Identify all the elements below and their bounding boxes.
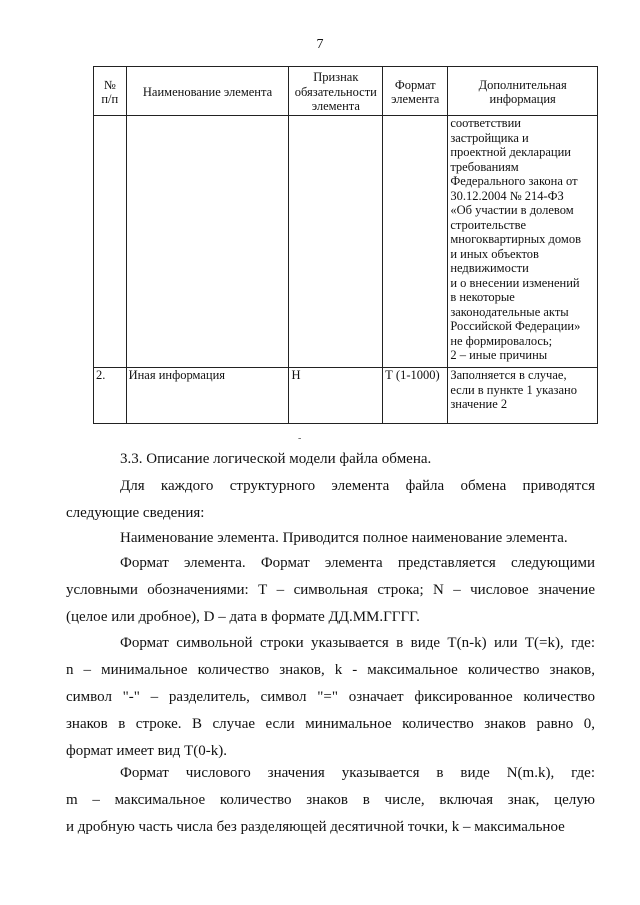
info-text-line: и о внесении изменений (450, 275, 580, 290)
section-title: 3.3. Описание логической модели файла обмена. (120, 451, 432, 467)
paragraph-2 (93, 525, 595, 552)
paragraph-line: символ "-" – разделитель, символ "=" означает фиксированное количество (66, 689, 595, 705)
cell-element-name: Иная информация (126, 368, 289, 424)
header-text-line: № (103, 77, 116, 92)
cell-number: 2. (94, 368, 127, 424)
info-text-line: в некоторые (450, 290, 515, 304)
paragraph-line: Наименование элемента. Приводится полное наименование элемента. (120, 530, 568, 546)
header-text-line: элемента (311, 99, 360, 114)
info-text-line: «Об участии в долевом (450, 203, 574, 217)
header-number (94, 67, 127, 116)
info-text-line: Заполняется в случае, (450, 368, 567, 382)
cell-empty (126, 116, 289, 368)
paragraph-line: (целое или дробное), D – дата в формате ДД.ММ.ГГГГ. (66, 609, 420, 625)
info-text-line: требованиям (450, 159, 519, 174)
cell-format: Т (1-1000) (383, 368, 448, 424)
info-text-line: недвижимости (450, 261, 529, 275)
paragraph-line: m – максимальное количество знаков в числе, включая знак, целую (66, 792, 595, 808)
info-text-line: 30.12.2004 № 214-ФЗ (450, 188, 564, 203)
header-text-line: элемента (391, 92, 440, 106)
header-text-line: Дополнительная (478, 77, 567, 92)
info-text-line: многоквартирных домов (450, 232, 581, 246)
info-text-line: Российской Федерации» (450, 319, 581, 333)
page-number: 7 (316, 37, 324, 52)
paragraph-line: знаков в строке. В случае если минимальное количество знаков равно 0, (66, 716, 595, 732)
header-element-name (126, 67, 289, 116)
cell-empty (289, 116, 383, 368)
paragraph-line: Для каждого структурного элемента файла обмена приводятся (120, 478, 595, 494)
cell-empty (94, 116, 127, 368)
header-text-line: Формат (394, 77, 436, 92)
info-text-line: проектной декларации (450, 145, 571, 159)
info-text-line: значение 2 (450, 397, 508, 411)
info-text-line: Федерального закона от (450, 174, 578, 188)
info-text-line: строительстве (450, 217, 527, 232)
cell-empty (383, 116, 448, 368)
paragraph-line: n – минимальное количество знаков, k - максимальное количество знаков, (66, 662, 595, 678)
info-text-line: если в пункте 1 указано (450, 382, 577, 397)
paragraph-line: формат имеет вид Т(0-k). (66, 743, 227, 759)
cell-additional-info (448, 368, 598, 424)
header-required-flag (289, 67, 383, 116)
header-text-line: Признак (313, 70, 359, 85)
paragraph-line: Формат элемента. Формат элемента представляется следующими (120, 555, 595, 571)
scan-mark: - (298, 433, 302, 444)
cell-additional-info (448, 116, 598, 368)
paragraph-1 (66, 473, 595, 527)
paragraph-4 (66, 630, 595, 765)
header-text-line: обязательности (294, 84, 377, 99)
paragraph-line: условными обозначениями: Т – символьная строка; N – числовое значение (66, 582, 595, 598)
info-text-line: соответствии (450, 116, 521, 130)
table-row (94, 368, 598, 424)
header-additional-info (448, 67, 598, 116)
info-text-line: 2 – иные причины (450, 348, 548, 362)
paragraph-line: следующие сведения: (66, 505, 205, 521)
header-text-line: Наименование элемента (142, 84, 273, 99)
info-text-line: и иных объектов (450, 246, 539, 261)
paragraph-3 (66, 550, 595, 631)
table-header-row (94, 67, 598, 116)
cell-required-flag: Н (289, 368, 383, 424)
info-text-line: законодательные акты (450, 304, 569, 319)
paragraph-line: Формат числового значения указывается в виде N(m.k), где: (120, 765, 595, 781)
paragraph-5 (66, 760, 595, 841)
header-text-line: информация (489, 92, 556, 106)
requirements-table (93, 66, 598, 424)
header-text-line: п/п (101, 92, 119, 106)
paragraph-line: и дробную часть числа без разделяющей десятичной точки, k – максимальное (66, 819, 565, 835)
header-format (383, 67, 448, 116)
info-text-line: застройщика и (450, 130, 529, 145)
paragraph-line: Формат символьной строки указывается в виде Т(n-k) или Т(=k), где: (120, 635, 595, 651)
table-row (94, 116, 598, 368)
info-text-line: не формировалось; (450, 333, 553, 348)
